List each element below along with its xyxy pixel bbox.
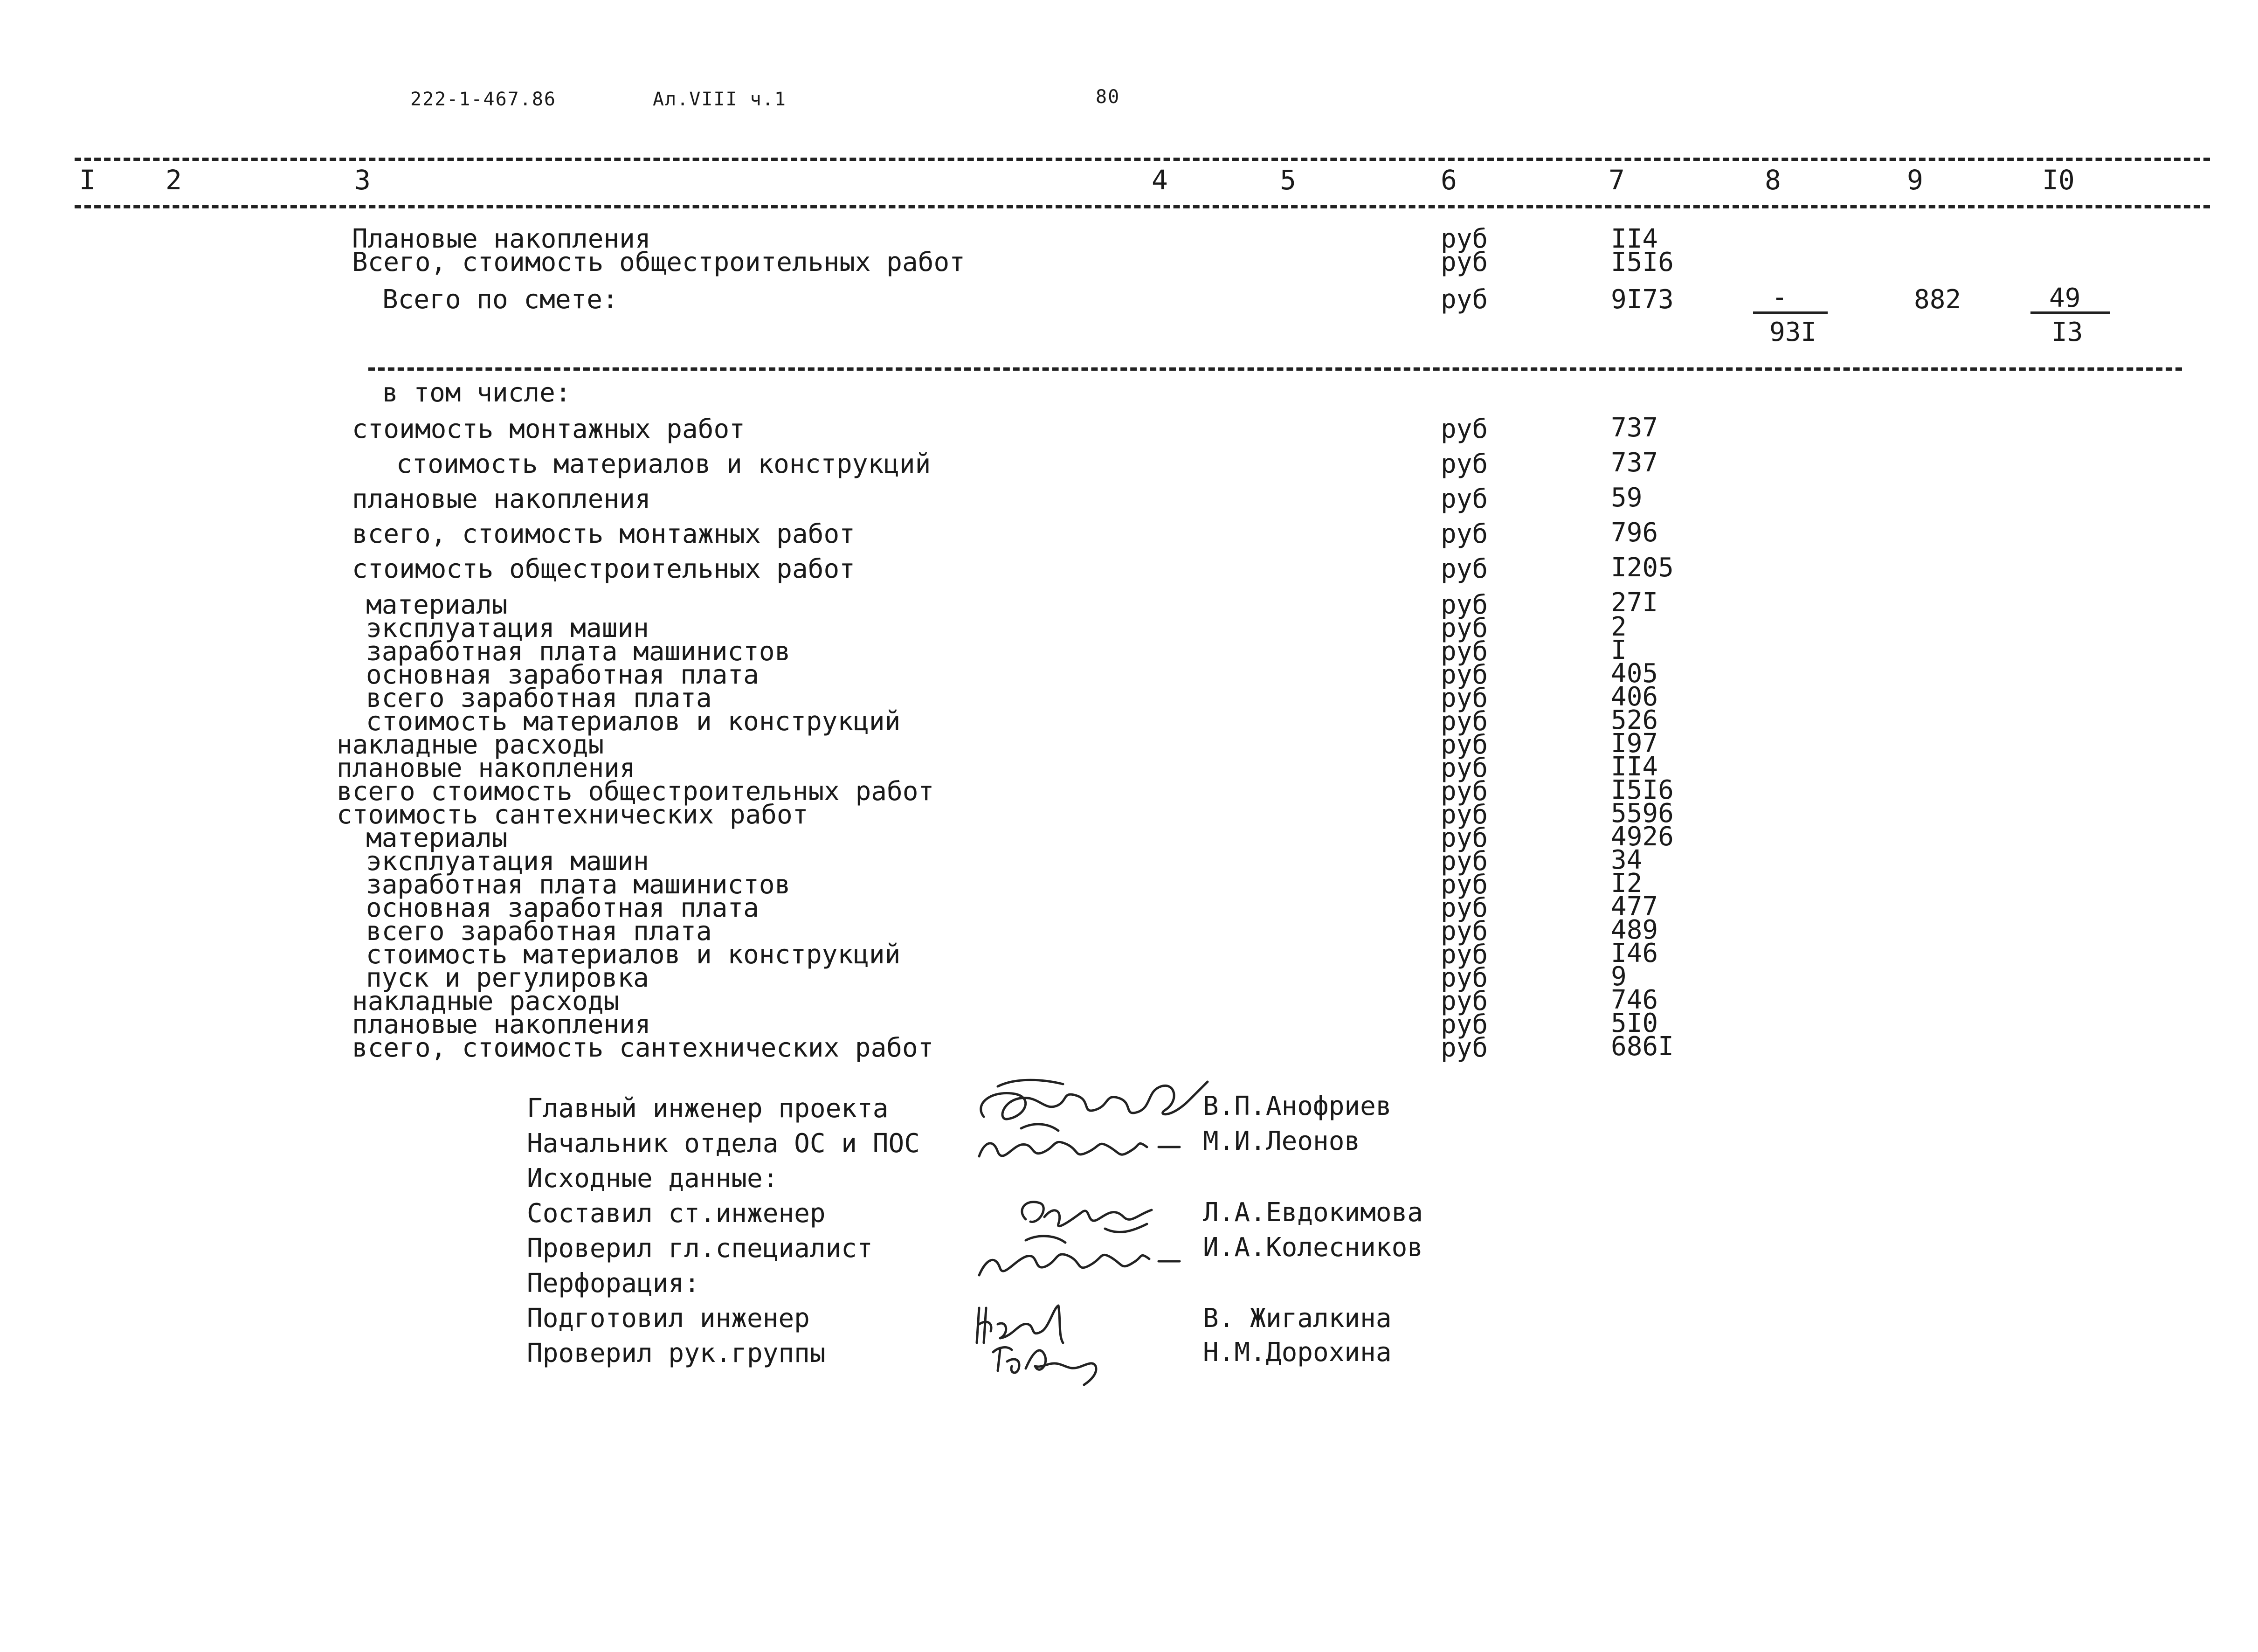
col-num-9: 9 — [1907, 164, 1923, 196]
row-unit: руб — [1441, 1033, 1488, 1063]
row-unit: руб — [1441, 683, 1488, 713]
row-name: плановые накопления — [352, 1009, 651, 1040]
total-label: Всего по смете: — [382, 284, 618, 315]
col-num-5: 5 — [1280, 164, 1296, 196]
document-code: 222-1-467.86 — [410, 89, 556, 110]
row-unit: руб — [1441, 870, 1488, 900]
signature-role: Проверил рук.группы — [527, 1338, 826, 1369]
row-value: II4 — [1611, 224, 1658, 254]
row-value: 2 — [1611, 612, 1627, 642]
row-name: основная заработная плата — [366, 893, 759, 923]
row-value: I97 — [1611, 728, 1658, 759]
row-name: всего, стоимость сантехнических работ — [352, 1033, 934, 1063]
total-col10-bottom: I3 — [2051, 317, 2083, 347]
row-unit: руб — [1441, 986, 1488, 1016]
signature-role: Составил ст.инженер — [527, 1198, 826, 1229]
row-name: плановые накопления — [352, 484, 651, 514]
total-unit: руб — [1441, 284, 1488, 315]
row-unit: руб — [1441, 916, 1488, 947]
row-name: плановые накопления — [337, 753, 635, 783]
row-value: I5I6 — [1611, 775, 1674, 805]
row-unit: руб — [1441, 414, 1488, 444]
row-value: II4 — [1611, 752, 1658, 782]
row-unit: руб — [1441, 823, 1488, 853]
signature-role: Исходные данные: — [527, 1163, 779, 1194]
row-value: 9 — [1611, 961, 1627, 992]
total-col8-fraction-line — [1753, 311, 1828, 314]
row-name: основная заработная плата — [366, 660, 759, 690]
total-col8-bottom: 93I — [1769, 317, 1817, 347]
row-value: I2 — [1611, 868, 1643, 899]
row-value: 526 — [1611, 705, 1658, 735]
col-num-8: 8 — [1765, 164, 1781, 196]
row-value: 737 — [1611, 413, 1658, 443]
row-unit: руб — [1441, 484, 1488, 514]
row-unit: руб — [1441, 800, 1488, 830]
signature-role: Перфорация: — [527, 1268, 700, 1299]
row-value: 796 — [1611, 518, 1658, 548]
row-name: стоимость сантехнических работ — [337, 800, 808, 830]
row-unit: руб — [1441, 846, 1488, 877]
signature-role: Проверил гл.специалист — [527, 1233, 873, 1264]
row-unit: руб — [1441, 636, 1488, 667]
row-value: 5596 — [1611, 798, 1674, 829]
row-unit: руб — [1441, 963, 1488, 993]
row-name: материалы — [366, 823, 508, 853]
row-unit: руб — [1441, 730, 1488, 760]
row-name: Всего, стоимость общестроительных работ — [352, 247, 965, 277]
row-value: I5I6 — [1611, 247, 1674, 277]
handwritten-signature-6 — [988, 1334, 1110, 1389]
header-top-rule — [75, 158, 2210, 161]
row-value: I — [1611, 635, 1627, 665]
row-value: 477 — [1611, 892, 1658, 922]
row-name: заработная плата машинистов — [366, 870, 791, 900]
row-name: стоимость материалов и конструкций — [396, 449, 931, 479]
row-unit: руб — [1441, 940, 1488, 970]
signature-role: Подготовил инженер — [527, 1303, 810, 1334]
col-num-3: 3 — [354, 164, 371, 196]
row-name: эксплуатация машин — [366, 613, 649, 643]
col-num-6: 6 — [1441, 164, 1457, 196]
row-value: 489 — [1611, 915, 1658, 945]
row-unit: руб — [1441, 706, 1488, 737]
handwritten-signature-4 — [974, 1231, 1189, 1287]
handwritten-signature-2 — [974, 1119, 1189, 1170]
row-unit: руб — [1441, 893, 1488, 923]
signature-name: Н.М.Дорохина — [1203, 1337, 1392, 1368]
row-name: всего, стоимость монтажных работ — [352, 519, 855, 549]
signature-name: В.П.Анофриев — [1203, 1091, 1392, 1121]
row-value: 5I0 — [1611, 1008, 1658, 1038]
row-unit: руб — [1441, 613, 1488, 643]
signature-name: Л.А.Евдокимова — [1203, 1197, 1423, 1228]
row-name: всего стоимость общестроительных работ — [337, 776, 934, 807]
row-unit: руб — [1441, 660, 1488, 690]
col-num-10: I0 — [2042, 164, 2075, 196]
row-value: I46 — [1611, 938, 1658, 968]
row-name: всего заработная плата — [366, 683, 712, 713]
row-value: 686I — [1611, 1031, 1674, 1062]
row-value: 746 — [1611, 985, 1658, 1015]
signature-name: М.И.Леонов — [1203, 1126, 1360, 1156]
row-name: стоимость материалов и конструкций — [366, 706, 901, 737]
section-separator — [368, 367, 2182, 371]
col-num-7: 7 — [1609, 164, 1625, 196]
row-value: I205 — [1611, 553, 1674, 583]
row-unit: руб — [1441, 753, 1488, 783]
including-label: в том числе: — [382, 378, 571, 408]
col-num-4: 4 — [1152, 164, 1168, 196]
signature-role: Главный инженер проекта — [527, 1093, 889, 1124]
col-num-2: 2 — [166, 164, 182, 196]
signature-name: И.А.Колесников — [1203, 1232, 1423, 1263]
row-unit: руб — [1441, 247, 1488, 277]
total-col8-top: - — [1772, 282, 1788, 312]
album-label: Ал.VIII ч.1 — [653, 89, 787, 110]
total-col9: 882 — [1914, 284, 1961, 315]
total-col10-fraction-line — [2030, 311, 2110, 314]
row-unit: руб — [1441, 449, 1488, 479]
row-name: пуск и регулировка — [366, 963, 649, 993]
row-value: 34 — [1611, 845, 1643, 875]
row-name: эксплуатация машин — [366, 846, 649, 877]
row-unit: руб — [1441, 224, 1488, 254]
row-unit: руб — [1441, 1009, 1488, 1040]
row-name: стоимость материалов и конструкций — [366, 940, 901, 970]
row-name: накладные расходы — [352, 986, 620, 1016]
row-name: стоимость монтажных работ — [352, 414, 745, 444]
row-name: материалы — [366, 590, 508, 620]
row-name: всего заработная плата — [366, 916, 712, 947]
row-unit: руб — [1441, 519, 1488, 549]
row-name: Плановые накопления — [352, 224, 651, 254]
row-name: стоимость общестроительных работ — [352, 554, 855, 584]
total-col7: 9I73 — [1611, 284, 1674, 315]
row-unit: руб — [1441, 776, 1488, 807]
page-number: 80 — [1096, 86, 1120, 108]
row-name: накладные расходы — [337, 730, 604, 760]
col-num-1: I — [79, 164, 96, 196]
row-value: 406 — [1611, 682, 1658, 712]
row-value: 405 — [1611, 658, 1658, 689]
row-value: 4926 — [1611, 822, 1674, 852]
row-name: заработная плата машинистов — [366, 636, 791, 667]
signature-name: В. Жигалкина — [1203, 1303, 1392, 1334]
total-col10-top: 49 — [2049, 283, 2081, 313]
header-bottom-rule — [75, 205, 2210, 208]
row-unit: руб — [1441, 554, 1488, 584]
row-value: 59 — [1611, 483, 1643, 513]
signature-role: Начальник отдела ОС и ПОС — [527, 1128, 920, 1159]
row-value: 27I — [1611, 588, 1658, 618]
row-value: 737 — [1611, 448, 1658, 478]
row-unit: руб — [1441, 590, 1488, 620]
